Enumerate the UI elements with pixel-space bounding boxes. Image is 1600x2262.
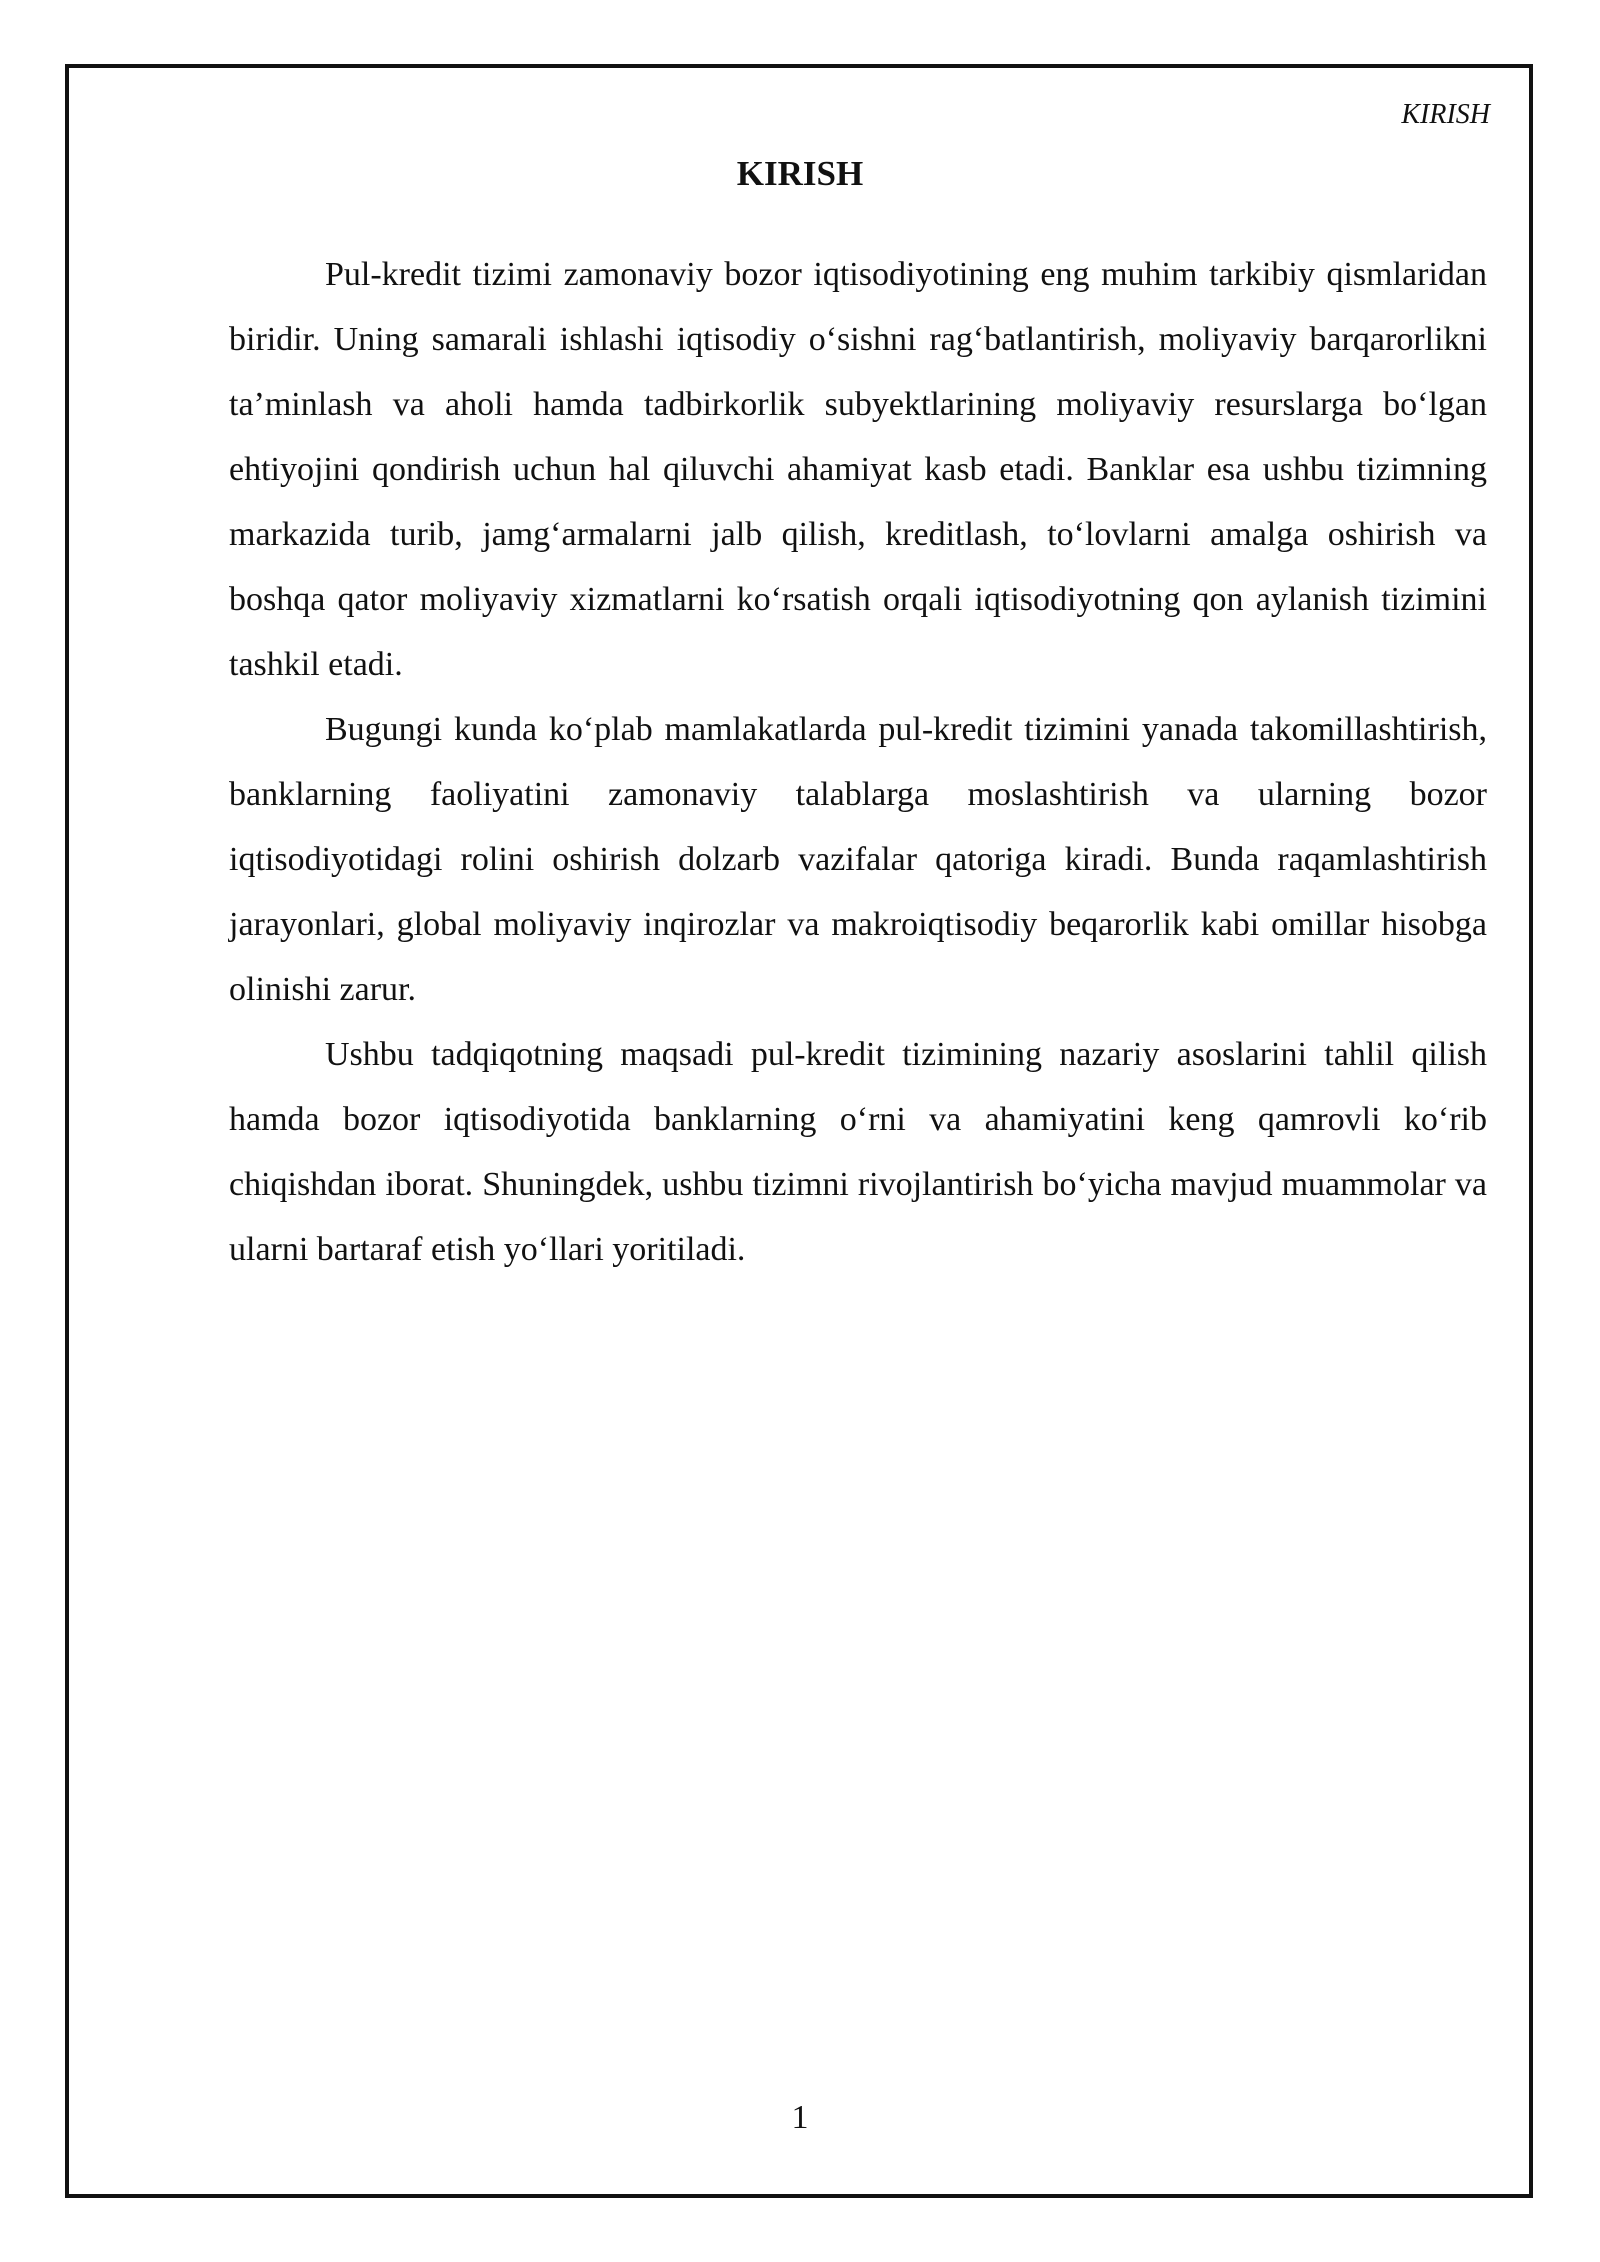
body-text — [229, 242, 1487, 1282]
paragraph-1: Pul-kredit tizimi zamonaviy bozor iqtisodiyotining eng muhim tarkibiy qismlaridan biridir. Uning samarali ishlashi iqtisodiy o‘sishni rag‘batlantirish, moliyaviy barqarorlikni ta’minlash va aholi hamda tadbirkorlik subyektlarining moliyaviy resurslarga bo‘lgan ehtiyojini qondirish uchun hal qiluvchi ahamiyat kasb etadi. Banklar esa ushbu tizimning markazida turib, jamg‘armalarni jalb qilish, kreditlash, to‘lovlarni amalga oshirish va boshqa qator moliyaviy xizmatlarni ko‘rsatish orqali iqtisodiyotning qon aylanish tizimini tashkil etadi. — [229, 256, 1487, 683]
running-header: KIRISH — [1401, 99, 1490, 130]
page-number: 1 — [791, 2099, 809, 2136]
page-title: KIRISH — [736, 154, 864, 193]
paragraph-3: Ushbu tadqiqotning maqsadi pul-kredit tizimining nazariy asoslarini tahlil qilish hamda bozor iqtisodiyotida banklarning o‘rni va ahamiyatini keng qamrovli ko‘rib chiqishdan iborat. Shuningdek, ushbu tizimni rivojlantirish bo‘yicha mavjud muammolar va ularni bartaraf etish yo‘llari yoritiladi. — [229, 1036, 1487, 1268]
paragraph-2: Bugungi kunda ko‘plab mamlakatlarda pul-kredit tizimini yanada takomillashtirish, banklarning faoliyatini zamonaviy talablarga moslashtirish va ularning bozor iqtisodiyotidagi rolini oshirish dolzarb vazifalar qatoriga kiradi. Bunda raqamlashtirish jarayonlari, global moliyaviy inqirozlar va makroiqtisodiy beqarorlik kabi omillar hisobga olinishi zarur. — [229, 711, 1487, 1008]
